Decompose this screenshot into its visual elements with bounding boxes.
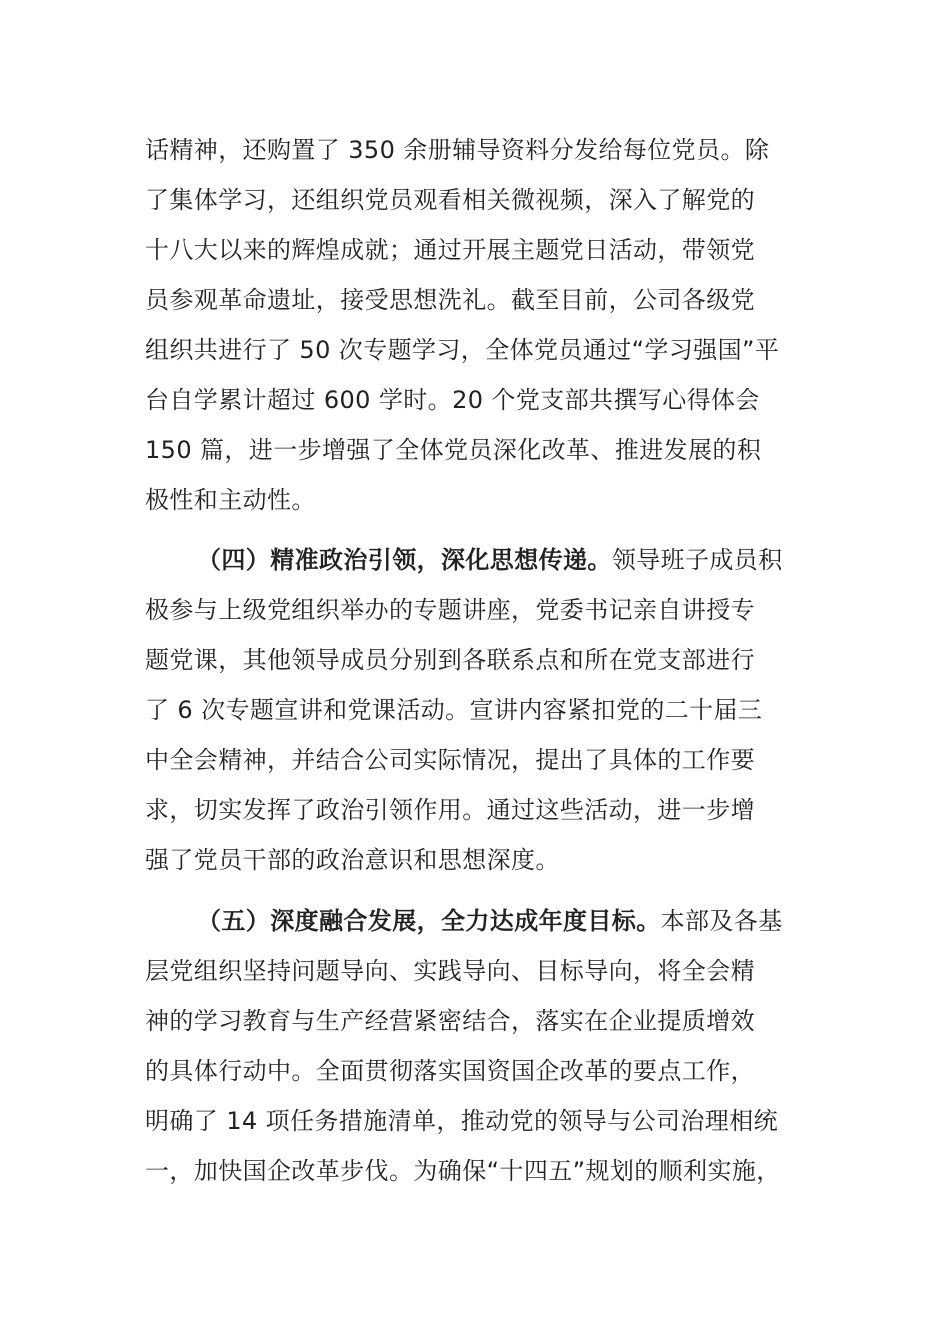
text-run: 本部及各基	[660, 907, 783, 935]
text-line: 求，切实发挥了政治引领作用。通过这些活动，进一步增	[145, 796, 755, 824]
text-line: 十八大以来的辉煌成就；通过开展主题党日活动，带领党	[145, 236, 755, 264]
paragraph-political-guidance	[145, 535, 809, 885]
text-line: 强了党员干部的政治意识和思想深度。	[145, 846, 560, 874]
section-heading: （五）深度融合发展，全力达成年度目标。	[197, 907, 661, 935]
text-line: 的具体行动中。全面贯彻落实国资国企改革的要点工作，	[145, 1057, 755, 1085]
text-line: 明确了 14 项任务措施清单，推动党的领导与公司治理相统	[145, 1107, 778, 1135]
text-line: 中全会精神，并结合公司实际情况，提出了具体的工作要	[145, 746, 755, 774]
paragraph-first-line	[145, 896, 809, 946]
text-line: 极参与上级党组织举办的专题讲座，党委书记亲自讲授专	[145, 596, 755, 624]
paragraph-study-activities	[145, 125, 809, 525]
text-line: 一，加快国企改革步伐。为确保“十四五”规划的顺利实施，	[145, 1157, 781, 1185]
text-line: 150 篇，进一步增强了全体党员深化改革、推进发展的积	[145, 436, 762, 464]
text-line: 员参观革命遗址，接受思想洗礼。截至目前，公司各级党	[145, 286, 755, 314]
text-line: 了 6 次专题宣讲和党课活动。宣讲内容紧扣党的二十届三	[145, 696, 763, 724]
text-run: 领导班子成员积	[611, 546, 783, 574]
paragraph-integrated-development	[145, 896, 809, 1196]
paragraph-first-line	[145, 535, 809, 585]
text-line: 题党课，其他领导成员分别到各联系点和所在党支部进行	[145, 646, 755, 674]
section-heading: （四）精准政治引领，深化思想传递。	[197, 546, 612, 574]
text-line: 话精神，还购置了 350 余册辅导资料分发给每位党员。除	[145, 136, 770, 164]
text-line: 台自学累计超过 600 学时。20 个党支部共撰写心得体会	[145, 386, 760, 414]
text-line: 极性和主动性。	[145, 486, 316, 514]
text-line: 神的学习教育与生产经营紧密结合，落实在企业提质增效	[145, 1007, 755, 1035]
text-line: 层党组织坚持问题导向、实践导向、目标导向，将全会精	[145, 957, 755, 985]
text-line: 组织共进行了 50 次专题学习，全体党员通过“学习强国”平	[145, 336, 780, 364]
text-line: 了集体学习，还组织党员观看相关微视频，深入了解党的	[145, 186, 755, 214]
